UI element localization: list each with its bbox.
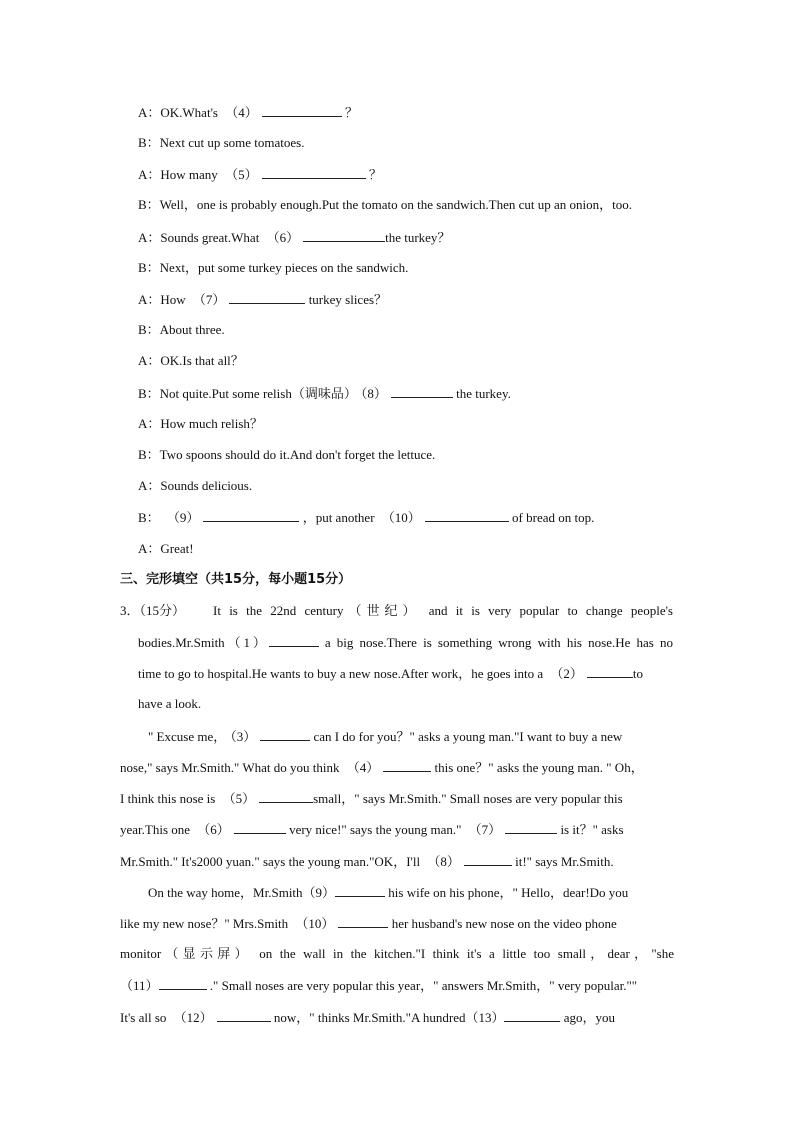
text: Mr.Smith." It's2000 yuan." says the young man."OK，I'll [120,854,424,869]
dialogue-line [138,416,263,432]
passage-line [120,821,624,838]
text: Next cut up some tomatoes. [159,135,305,150]
dialogue-line [138,260,408,276]
blank-number: （4） [225,105,258,120]
answer-blank[interactable] [260,728,310,741]
text: nose," says Mr.Smith." What do you think [120,760,343,775]
text: bodies.Mr.Smith（1） [138,635,269,650]
text: Well，one is probably enough.Put the tomato on the sandwich.Then cut up an onion，too. [159,197,632,212]
speaker: A： [138,353,161,368]
text: can I do for you？" asks a young man."I want to buy a new [310,729,623,744]
text: his wife on his phone，" Hello，dear!Do you [385,885,629,900]
answer-blank[interactable] [159,977,207,990]
speaker: A： [138,230,161,245]
answer-blank[interactable] [269,634,319,647]
text: the turkey. [452,386,511,401]
dialogue-line [138,104,358,121]
text: now，" thinks Mr.Smith."A hundred（13） [270,1010,505,1025]
text: Two spoons should do it.And don't forget the lettuce. [159,447,436,462]
speaker: B： [138,197,160,212]
passage-line [120,977,637,994]
speaker: B： [138,510,160,525]
q3-line-1: It is the 22nd century（世纪） and it is very popular to change people's [213,603,673,618]
text: Next，put some turkey pieces on the sandwich. [159,260,409,275]
q3-line-4: have a look. [138,696,202,711]
text: ？ [341,105,359,120]
answer-blank[interactable] [383,759,431,772]
dialogue-line [138,541,194,557]
text: I think this nose is [120,791,219,806]
passage-line [120,759,644,776]
speaker: B： [138,322,160,337]
speaker: A： [138,105,161,120]
answer-blank[interactable] [262,166,366,179]
dialogue-line [138,478,252,494]
blank-number: （8） [427,854,460,869]
answer-blank[interactable] [338,915,388,928]
speaker: B： [138,135,160,150]
passage-line [120,1009,615,1026]
blank-number: （5） [222,791,256,806]
text: is it？" asks [557,822,624,837]
answer-blank[interactable] [464,853,512,866]
answer-blank[interactable] [203,509,299,522]
text: ，put another [299,510,378,525]
text: to [632,666,643,681]
passage-line [148,728,622,745]
blank-number: （6） [266,230,300,245]
answer-blank[interactable] [217,1009,271,1022]
answer-blank[interactable] [391,385,453,398]
text: On the way home，Mr.Smith（9） [148,885,336,900]
speaker: B： [138,260,160,275]
speaker: A： [138,292,161,307]
text: Great! [160,541,194,556]
blank-number: （9） [166,510,200,525]
speaker: A： [138,167,161,182]
blank-number: （11） [120,978,159,993]
blank-number: （10） [295,916,335,931]
dialogue-line [138,447,435,463]
text: like my new nose？" Mrs.Smith [120,916,292,931]
text: a big nose.There is something wrong with his nose.He has no [318,635,673,650]
answer-blank[interactable] [587,665,633,678]
blank-number: （7） [192,292,226,307]
dialogue-line [138,197,632,213]
passage-line [120,915,617,932]
blank-number: （10） [381,510,421,525]
text: It's all so [120,1010,170,1025]
answer-blank[interactable] [505,821,557,834]
text: ？ [365,167,382,182]
blank-number: （6） [197,822,230,837]
text: very nice!" says the young man." [285,822,465,837]
dialogue-line [138,291,387,308]
text: the turkey？ [385,230,451,245]
speaker: B： [138,447,160,462]
passage-line [148,884,628,901]
answer-blank[interactable] [335,884,385,897]
answer-blank[interactable] [229,291,305,304]
text: " Excuse me， [148,729,227,744]
text: OK.What's [160,105,222,120]
text: Sounds delicious. [160,478,253,493]
text: OK.Is that all？ [160,353,244,368]
dialogue-line [138,322,225,338]
text: Not quite.Put some relish（调味品） [159,386,357,401]
text: year.This one [120,822,194,837]
text: it!" says Mr.Smith. [511,854,614,869]
dialogue-line [138,166,382,183]
q3-line-2 [138,634,673,651]
dialogue-line [138,509,594,526]
answer-blank[interactable] [303,229,385,242]
text: her husband's new nose on the video phone [388,916,617,931]
text: turkey slices？ [305,292,388,307]
text: How much relish？ [160,416,263,431]
answer-blank[interactable] [262,104,342,117]
text: of bread on top. [508,510,595,525]
text: this one？" asks the young man. " Oh， [431,760,644,775]
blank-number: （4） [346,760,380,775]
text: How [160,292,189,307]
passage-line [120,790,623,807]
section-heading: 三、完形填空（共15分，每小题15分） [120,572,352,587]
answer-blank[interactable] [504,1009,560,1022]
blank-number: （3） [230,729,257,744]
speaker: A： [138,541,161,556]
dialogue-line [138,353,244,369]
text: How many [160,167,222,182]
answer-blank[interactable] [425,509,509,522]
blank-number: （7） [468,822,502,837]
blank-number: （8） [360,386,387,401]
question-number: 3．（15分） [120,603,186,618]
passage-line: monitor（显示屏） on the wall in the kitchen."I think it's a little too small，dear，"she [120,946,674,961]
text: time to go to hospital.He wants to buy a new nose.After work，he goes into a [138,666,547,681]
text [160,510,163,525]
dialogue-line [138,229,450,246]
passage-line [120,853,614,870]
speaker: A： [138,478,161,493]
text: small，" says Mr.Smith." Small noses are very popular this [313,791,623,806]
answer-blank[interactable] [234,821,286,834]
text: ." Small noses are very popular this year，" answers Mr.Smith，" very popular."" [206,978,638,993]
blank-number: （2） [550,666,583,681]
speaker: B： [138,386,160,401]
blank-number: （12） [173,1010,213,1025]
text: About three. [159,322,225,337]
q3-line-3 [138,665,643,682]
text: ago，you [560,1010,615,1025]
speaker: A： [138,416,161,431]
text: Sounds great.What [160,230,263,245]
dialogue-line [138,135,304,151]
answer-blank[interactable] [259,790,313,803]
blank-number: （5） [225,167,258,182]
dialogue-line [138,385,511,402]
